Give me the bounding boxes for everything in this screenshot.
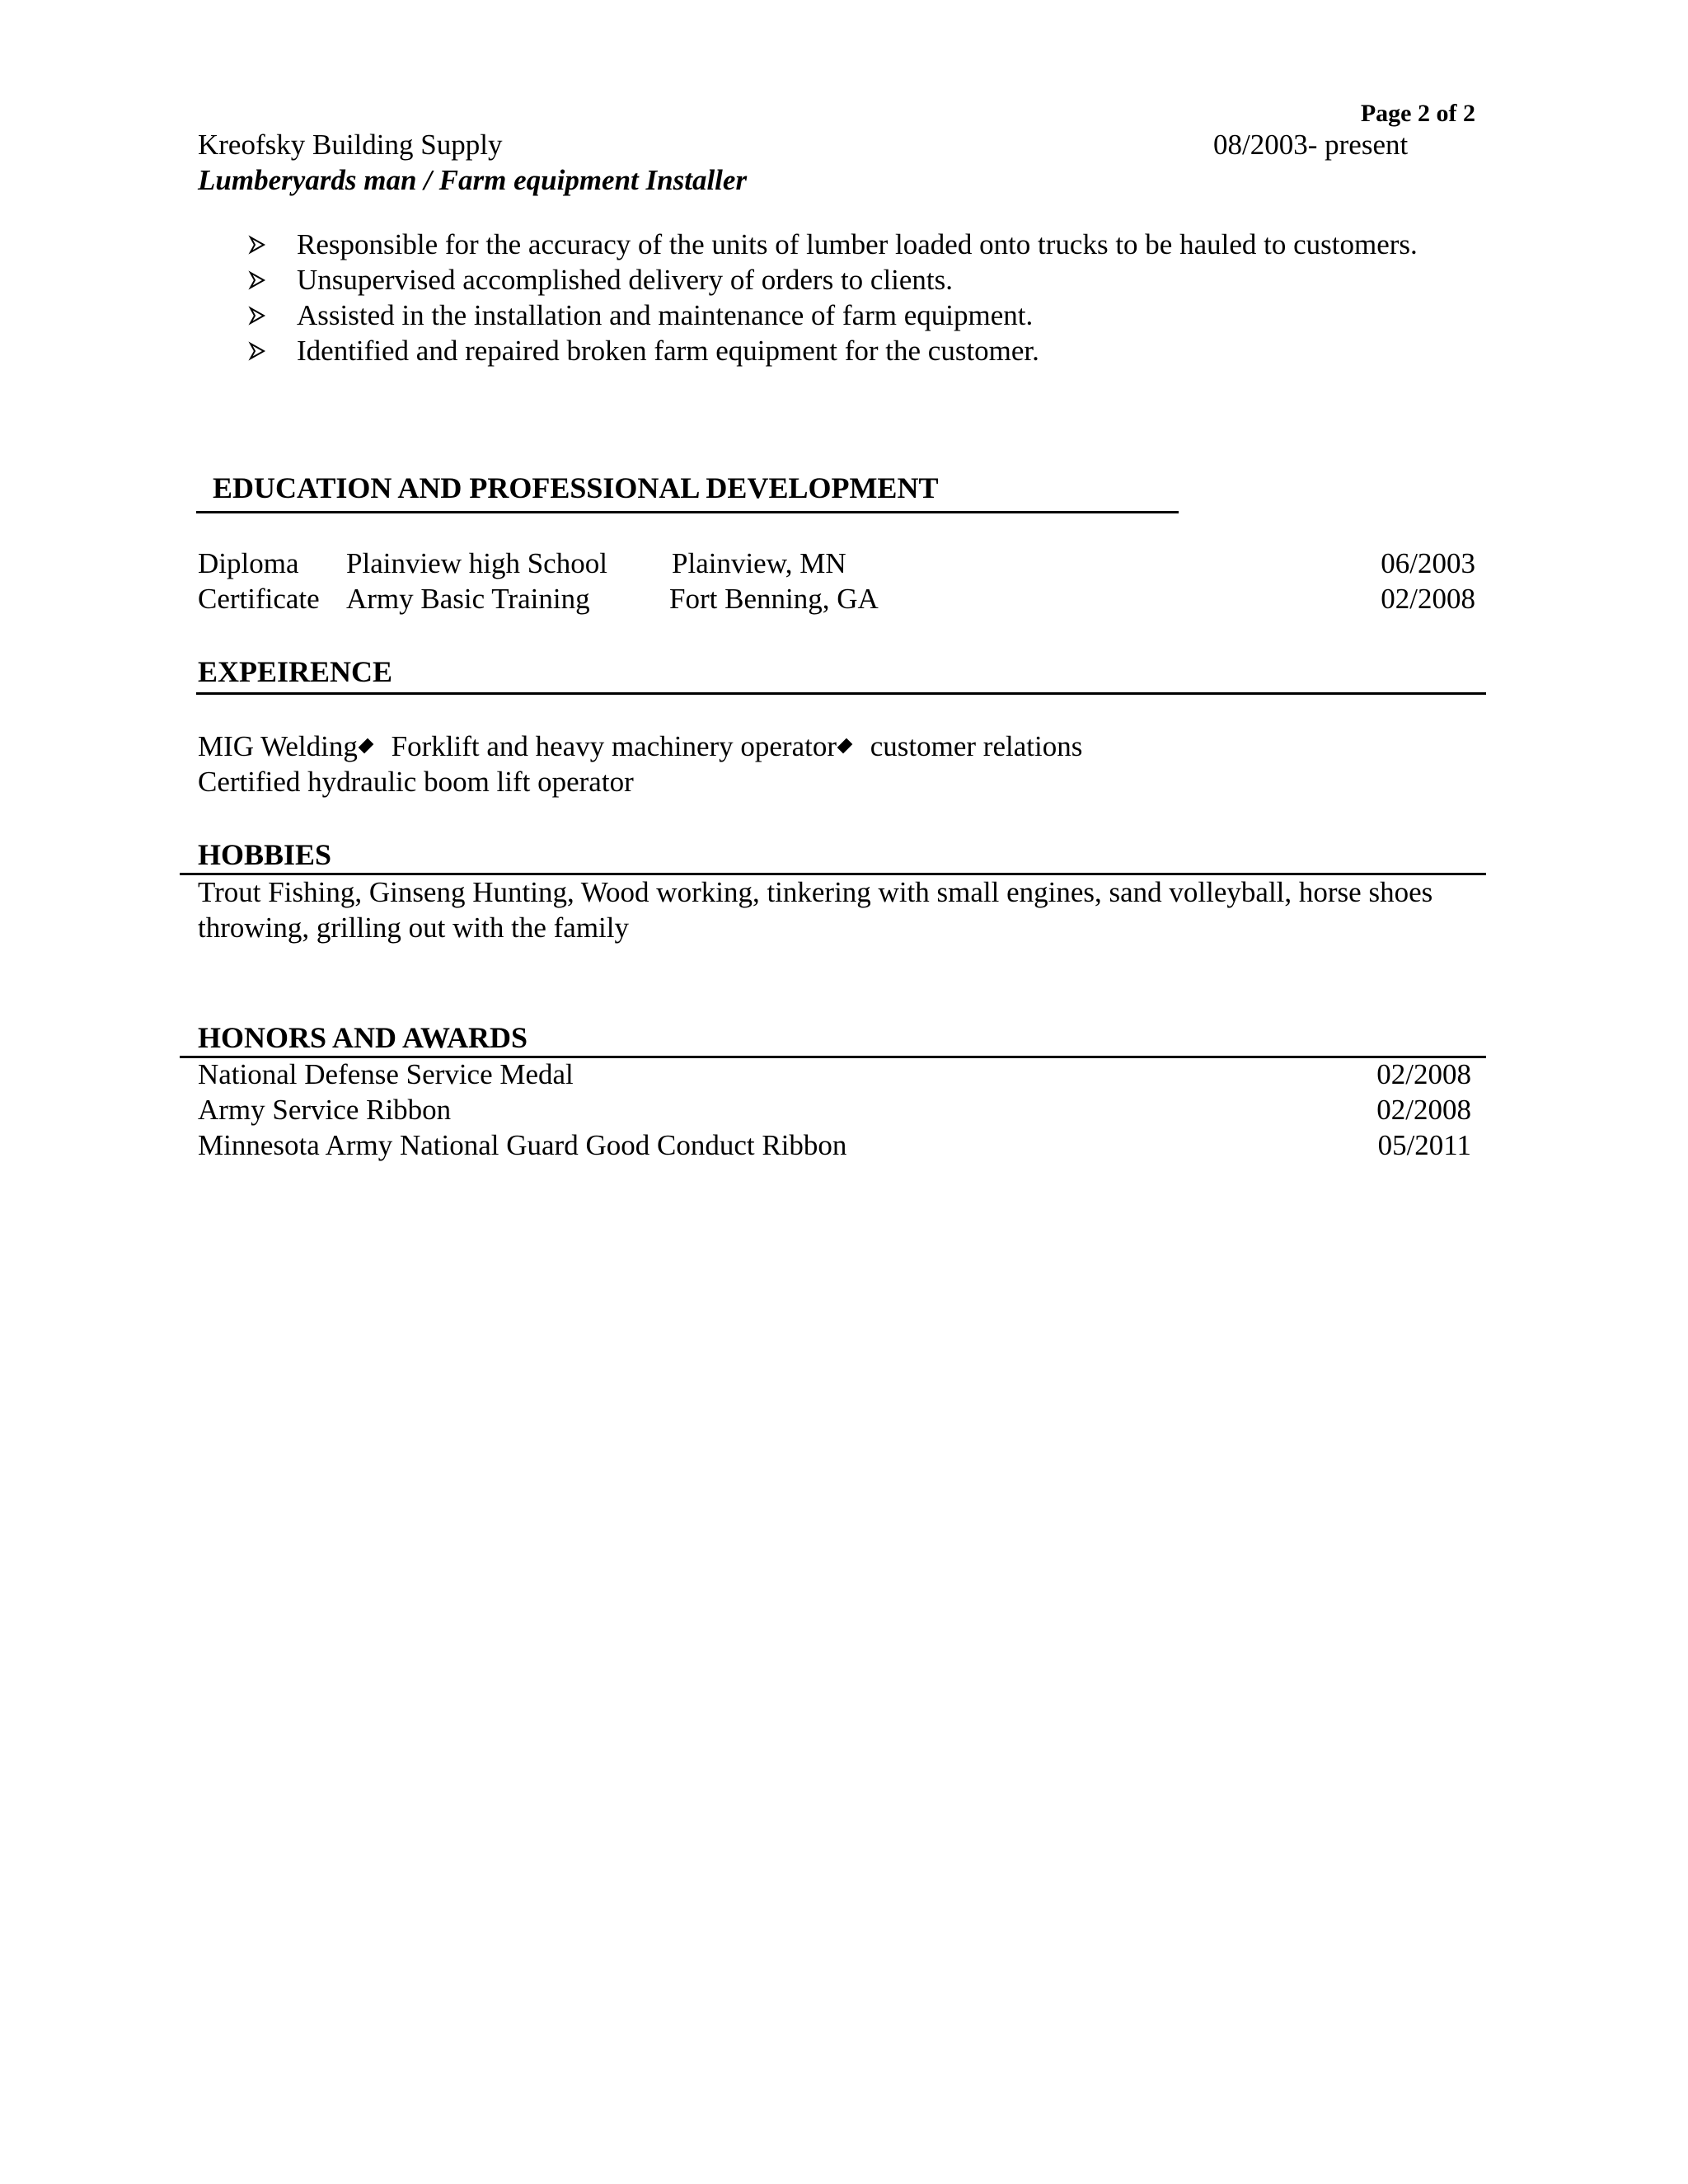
arrow-bullet-icon bbox=[247, 306, 267, 326]
experience-heading: EXPEIRENCE bbox=[198, 655, 393, 688]
honors-heading: HONORS AND AWARDS bbox=[198, 1021, 528, 1054]
education-location: Fort Benning, GA bbox=[669, 583, 879, 615]
section-divider bbox=[196, 511, 1179, 513]
job-title: Lumberyards man / Farm equipment Installer bbox=[198, 164, 748, 196]
arrow-bullet-icon bbox=[247, 235, 267, 255]
education-row bbox=[198, 582, 1475, 617]
education-school: Plainview high School bbox=[346, 547, 607, 579]
award-date: 02/2008 bbox=[1376, 1058, 1471, 1090]
bullet-text: Identified and repaired broken farm equipment for the customer. bbox=[297, 335, 1039, 367]
award-date: 02/2008 bbox=[1376, 1094, 1471, 1126]
employment-dates: 08/2003- present bbox=[1213, 129, 1409, 161]
list-item bbox=[239, 263, 1418, 298]
hobbies-text: Trout Fishing, Ginseng Hunting, Wood working, tinkering with small engines, sand volleyball, horse shoes throwing, grilling out with the family bbox=[198, 876, 1433, 944]
award-name: Minnesota Army National Guard Good Conduct Ribbon bbox=[198, 1129, 847, 1161]
education-heading: EDUCATION AND PROFESSIONAL DEVELOPMENT bbox=[213, 471, 939, 504]
award-row bbox=[198, 1057, 1471, 1093]
education-date: 06/2003 bbox=[1381, 547, 1475, 579]
arrow-bullet-icon bbox=[247, 270, 267, 290]
arrow-bullet-icon bbox=[247, 341, 267, 361]
skill-item: customer relations bbox=[870, 730, 1083, 762]
skills-line bbox=[198, 729, 1082, 764]
award-date: 05/2011 bbox=[1377, 1129, 1471, 1161]
award-name: Army Service Ribbon bbox=[198, 1094, 452, 1126]
hobbies-heading: HOBBIES bbox=[198, 838, 332, 871]
bullet-text: Responsible for the accuracy of the units of lumber loaded onto trucks to be hauled to customers. bbox=[297, 228, 1418, 260]
bullet-text: Assisted in the installation and maintenance of farm equipment. bbox=[297, 299, 1034, 331]
education-location: Plainview, MN bbox=[672, 547, 846, 579]
education-type: Certificate bbox=[198, 583, 320, 615]
award-row bbox=[198, 1128, 1471, 1164]
education-type: Diploma bbox=[198, 547, 299, 579]
education-date: 02/2008 bbox=[1381, 583, 1475, 615]
education-school: Army Basic Training bbox=[346, 583, 590, 615]
skill-item: Forklift and heavy machinery operator bbox=[391, 730, 837, 762]
list-item bbox=[239, 298, 1418, 334]
award-row bbox=[198, 1093, 1471, 1128]
diamond-separator-icon bbox=[837, 738, 853, 754]
education-row bbox=[198, 546, 1475, 582]
diamond-separator-icon bbox=[359, 738, 374, 754]
page-number: Page 2 of 2 bbox=[1360, 100, 1475, 127]
list-item bbox=[239, 227, 1418, 263]
company-name: Kreofsky Building Supply bbox=[198, 129, 503, 161]
section-divider bbox=[196, 692, 1486, 695]
award-name: National Defense Service Medal bbox=[198, 1058, 574, 1090]
skill-item: MIG Welding bbox=[198, 730, 358, 762]
list-item bbox=[239, 334, 1418, 369]
bullet-text: Unsupervised accomplished delivery of orders to clients. bbox=[297, 264, 954, 296]
skills-line-2: Certified hydraulic boom lift operator bbox=[198, 766, 634, 798]
job-bullet-list bbox=[239, 227, 1418, 369]
